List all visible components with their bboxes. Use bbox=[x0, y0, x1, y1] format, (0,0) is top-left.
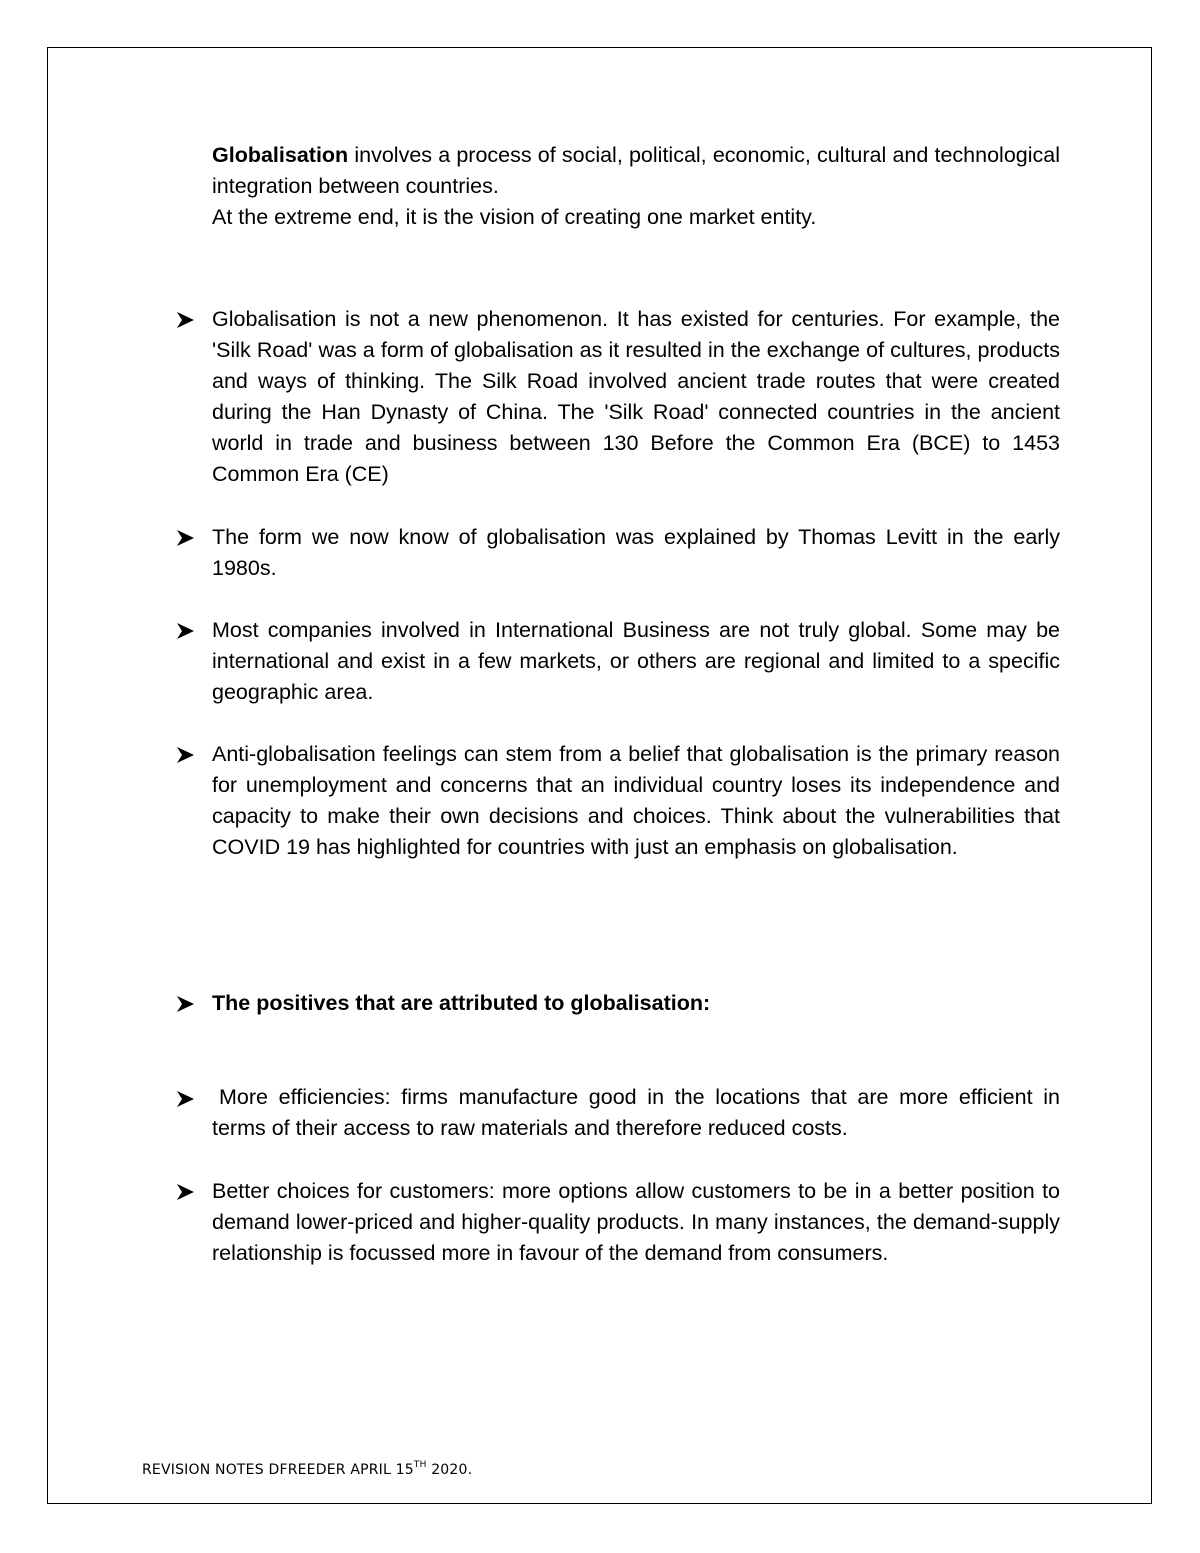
bullet-anti-globalisation bbox=[212, 739, 1060, 863]
bullet-international-business bbox=[212, 615, 1060, 708]
intro-definition bbox=[212, 140, 1060, 233]
bullet-text: More efficiencies: firms manufacture good in the locations that are more efficient in terms of their access to raw materials and therefore reduced costs. bbox=[212, 1085, 1060, 1140]
bullet-silk-road bbox=[212, 304, 1060, 490]
intro-term: Globalisation bbox=[212, 143, 349, 167]
bullet-text: Globalisation is not a new phenomenon. It has existed for centuries. For example, the 'Silk Road' was a form of globalisation as it resulted in the exchange of cultures, products and ways of thinking. The Silk Road involved ancient trade routes that were created during the Han Dynasty of China. The 'Silk Road' connected countries in the ancient world in trade and business between 130 Before the Common Era (BCE) to 1453 Common Era (CE) bbox=[212, 307, 1060, 486]
bullet-text: Better choices for customers: more options allow customers to be in a better position to demand lower-priced and higher-quality products. In many instances, the demand-supply relationship is focussed more in favour of the demand from consumers. bbox=[212, 1179, 1060, 1265]
footer-text: REVISION NOTES DFREEDER APRIL 15 bbox=[142, 1462, 414, 1478]
bullet-levitt bbox=[212, 522, 1060, 584]
footer-revision-notes bbox=[142, 1460, 472, 1478]
arrow-bullet-icon bbox=[176, 1183, 200, 1203]
bullet-better-choices bbox=[212, 1176, 1060, 1269]
bullet-text: Most companies involved in International Business are not truly global. Some may be international and exist in a few markets, or others are regional and limited to a specific geographic area. bbox=[212, 618, 1060, 704]
arrow-bullet-icon bbox=[176, 622, 200, 642]
arrow-bullet-icon bbox=[176, 746, 200, 766]
arrow-bullet-icon bbox=[176, 995, 200, 1015]
intro-definition-text: involves a process of social, political, economic, cultural and technological integration between countries. bbox=[212, 143, 1060, 198]
arrow-bullet-icon bbox=[176, 311, 200, 331]
bullet-text: The positives that are attributed to globalisation: bbox=[212, 991, 711, 1015]
positives-heading bbox=[212, 988, 1060, 1019]
intro-extreme-line: At the extreme end, it is the vision of creating one market entity. bbox=[212, 205, 817, 229]
arrow-bullet-icon bbox=[176, 529, 200, 549]
footer-superscript: TH bbox=[413, 1460, 427, 1470]
footer-year: 2020. bbox=[426, 1462, 473, 1478]
arrow-bullet-icon bbox=[176, 1090, 200, 1110]
bullet-text: The form we now know of globalisation was explained by Thomas Levitt in the early 1980s. bbox=[212, 525, 1060, 580]
bullet-efficiencies bbox=[212, 1082, 1060, 1144]
bullet-text: Anti-globalisation feelings can stem from a belief that globalisation is the primary reason for unemployment and concerns that an individual country loses its independence and capacity to make their own decisions and choices. Think about the vulnerabilities that COVID 19 has highlighted for countries with just an emphasis on globalisation. bbox=[212, 742, 1060, 859]
